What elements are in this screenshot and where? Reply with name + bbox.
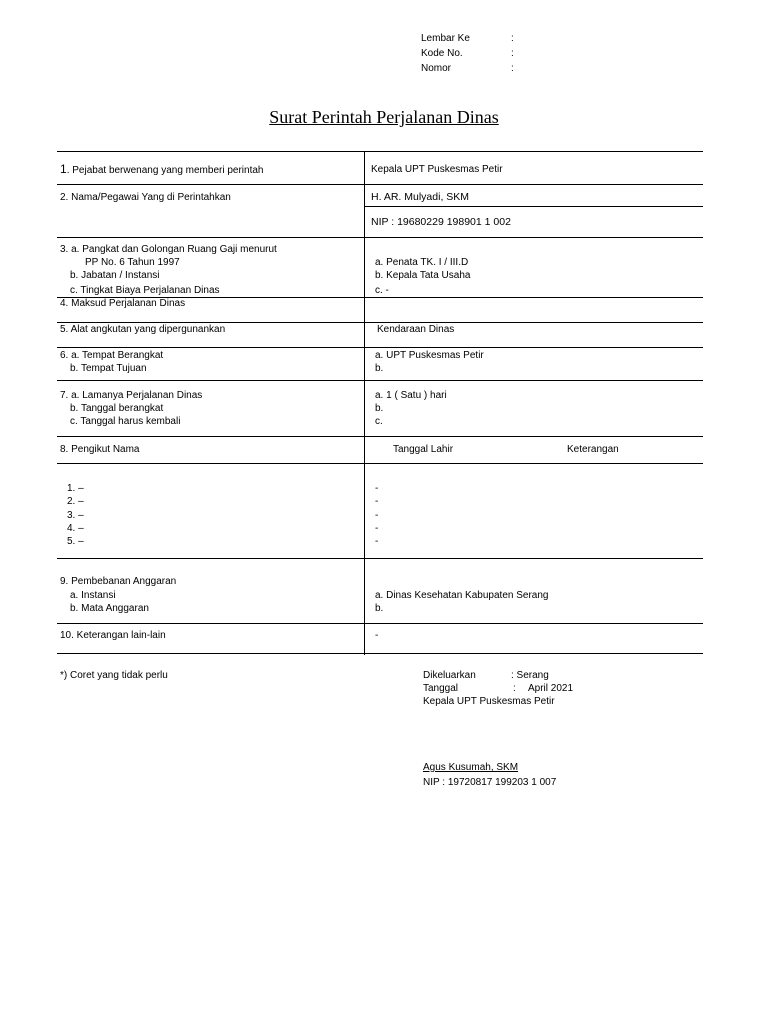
row-3-label-b: b. Jabatan / Instansi — [70, 270, 160, 281]
pengikut-value-5: - — [375, 536, 379, 547]
row-7-value-c: c. — [375, 416, 383, 427]
row-5-value: Kendaraan Dinas — [377, 324, 455, 335]
row-2-value: H. AR. Mulyadi, SKM — [371, 191, 470, 203]
row-7-value-a: a. 1 ( Satu ) hari — [375, 390, 447, 401]
lembar-ke-label: Lembar Ke — [421, 33, 470, 44]
row-3-label-c: c. Tingkat Biaya Perjalanan Dinas — [70, 285, 220, 296]
tanggal-colon: : — [513, 683, 516, 694]
row-3-value-b: b. Kepala Tata Usaha — [375, 270, 471, 281]
lembar-ke-colon: : — [511, 33, 514, 44]
document-title: Surat Perintah Perjalanan Dinas — [269, 107, 499, 127]
kode-no-colon: : — [511, 48, 514, 59]
pengikut-name-2: 2. – — [67, 496, 84, 507]
row-2-label: 2. Nama/Pegawai Yang di Perintahkan — [60, 192, 231, 203]
signer-nip: NIP : 19720817 199203 1 007 — [423, 777, 557, 788]
row-7-label-b: b. Tanggal berangkat — [70, 403, 164, 414]
nomor-label: Nomor — [421, 63, 452, 74]
pengikut-value-3: - — [375, 510, 379, 521]
signer-title: Kepala UPT Puskesmas Petir — [423, 696, 555, 707]
row-8-col-keterangan: Keterangan — [567, 444, 619, 455]
row-1-label — [60, 163, 263, 177]
pengikut-value-1: - — [375, 483, 379, 494]
pengikut-value-2: - — [375, 496, 379, 507]
row-1-value: Kepala UPT Puskesmas Petir — [371, 164, 503, 175]
row-8-label: 8. Pengikut Nama — [60, 444, 140, 455]
row-1-label-text: . Pejabat berwenang yang memberi perintah — [66, 165, 264, 176]
row-divider — [57, 237, 703, 238]
pengikut-name-3: 3. – — [67, 510, 84, 521]
row-6-value-b: b. — [375, 363, 384, 374]
row-2-nip: NIP : 19680229 198901 1 002 — [371, 216, 511, 228]
row-9-label-a: a. Instansi — [70, 590, 116, 601]
row-3-value-c: c. - — [375, 285, 389, 296]
row-divider-right — [364, 206, 703, 207]
tanggal-label: Tanggal — [423, 683, 459, 694]
pengikut-name-1: 1. – — [67, 483, 84, 494]
row-9-label-b: b. Mata Anggaran — [70, 603, 149, 614]
dikeluarkan-value: : Serang — [511, 670, 549, 681]
signer-name: Agus Kusumah, SKM — [423, 762, 519, 773]
row-divider — [57, 463, 703, 464]
kode-no-label: Kode No. — [421, 48, 463, 59]
row-divider — [57, 380, 703, 381]
row-8-col-tanggal-lahir: Tanggal Lahir — [393, 444, 454, 455]
footer-note: *) Coret yang tidak perlu — [60, 670, 168, 681]
row-9-value-b: b. — [375, 603, 384, 614]
row-divider — [57, 623, 703, 624]
row-7-label-c: c. Tanggal harus kembali — [70, 416, 181, 427]
row-10-value: - — [375, 630, 379, 641]
row-10-label: 10. Keterangan lain-lain — [60, 630, 166, 641]
row-7-label-a: 7. a. Lamanya Perjalanan Dinas — [60, 390, 203, 401]
row-4-label: 4. Maksud Perjalanan Dinas — [60, 298, 186, 309]
row-3-label-a: 3. a. Pangkat dan Golongan Ruang Gaji menurut — [60, 244, 277, 255]
pengikut-value-4: - — [375, 523, 379, 534]
row-7-value-b: b. — [375, 403, 384, 414]
row-9-value-a: a. Dinas Kesehatan Kabupaten Serang — [375, 590, 549, 601]
tanggal-value: April 2021 — [528, 683, 574, 694]
row-5-label: 5. Alat angkutan yang dipergunankan — [60, 324, 226, 335]
nomor-colon: : — [511, 63, 514, 74]
row-6-label-a: 6. a. Tempat Berangkat — [60, 350, 164, 361]
table-column-divider — [364, 151, 365, 655]
table-bottom-border — [57, 653, 703, 654]
row-divider — [57, 436, 703, 437]
row-6-value-a: a. UPT Puskesmas Petir — [375, 350, 484, 361]
row-1-number: 1 — [60, 162, 67, 176]
table-top-border — [57, 151, 703, 152]
row-divider — [57, 184, 703, 185]
pengikut-name-4: 4. – — [67, 523, 84, 534]
row-6-label-b: b. Tempat Tujuan — [70, 363, 147, 374]
row-3-value-a: a. Penata TK. I / III.D — [375, 257, 469, 268]
dikeluarkan-label: Dikeluarkan — [423, 670, 476, 681]
row-9-label: 9. Pembebanan Anggaran — [60, 576, 177, 587]
row-divider — [57, 347, 703, 348]
row-divider — [57, 558, 703, 559]
pengikut-name-5: 5. – — [67, 536, 84, 547]
row-3-label-a-cont: PP No. 6 Tahun 1997 — [85, 257, 180, 268]
